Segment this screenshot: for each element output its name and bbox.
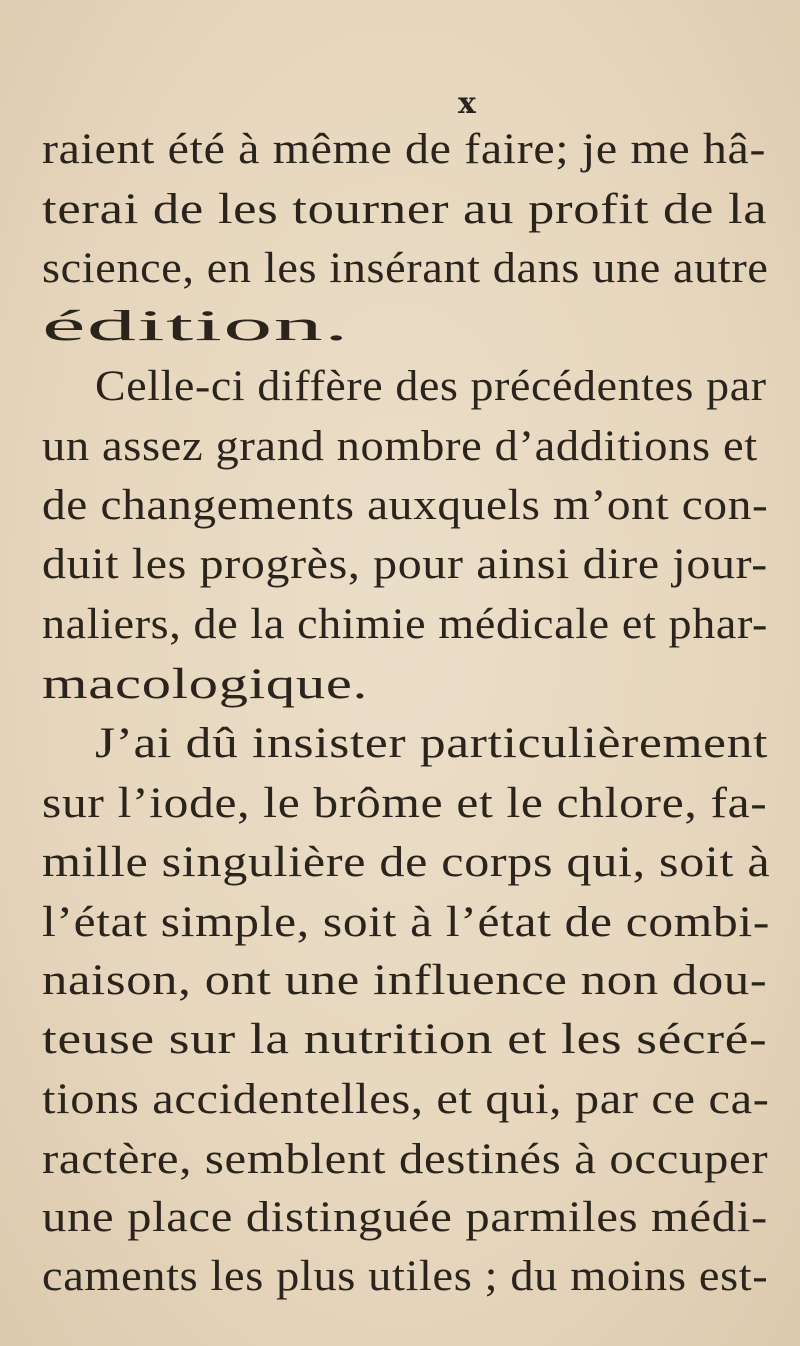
page-folio: x: [458, 86, 476, 121]
text-line: ractère, semblent destinés à occuper: [42, 1136, 769, 1183]
text-line: de changements auxquels m’ont con-: [42, 482, 769, 529]
text-line: naison, ont une influence non dou-: [42, 957, 768, 1004]
text-line: une place distinguée parmiles médi-: [42, 1194, 768, 1241]
text-line: teuse sur la nutrition et les sécré-: [42, 1016, 768, 1063]
text-line: terai de les tourner au profit de la: [42, 186, 768, 233]
text-line: caments les plus utiles ; du moins est-: [42, 1253, 769, 1300]
text-line: macologique.: [42, 661, 369, 708]
text-line: édition.: [42, 303, 350, 350]
text-line: J’ai dû insister particulièrement: [95, 720, 769, 767]
text-line: duit les progrès, pour ainsi dire jour-: [42, 541, 768, 588]
text-line: tions accidentelles, et qui, par ce ca-: [42, 1076, 770, 1123]
text-line: l’état simple, soit à l’état de combi-: [42, 899, 770, 946]
text-line: sur l’iode, le brôme et le chlore, fa-: [42, 780, 768, 827]
text-line: raient été à même de faire; je me hâ-: [42, 126, 767, 173]
text-line: science, en les insérant dans une autre: [42, 245, 769, 292]
text-line: naliers, de la chimie médicale et phar-: [42, 601, 768, 648]
text-line: un assez grand nombre d’additions et: [42, 423, 758, 470]
text-line: mille singulière de corps qui, soit à: [42, 839, 771, 886]
text-line: Celle-ci diffère des précédentes par: [95, 363, 767, 410]
